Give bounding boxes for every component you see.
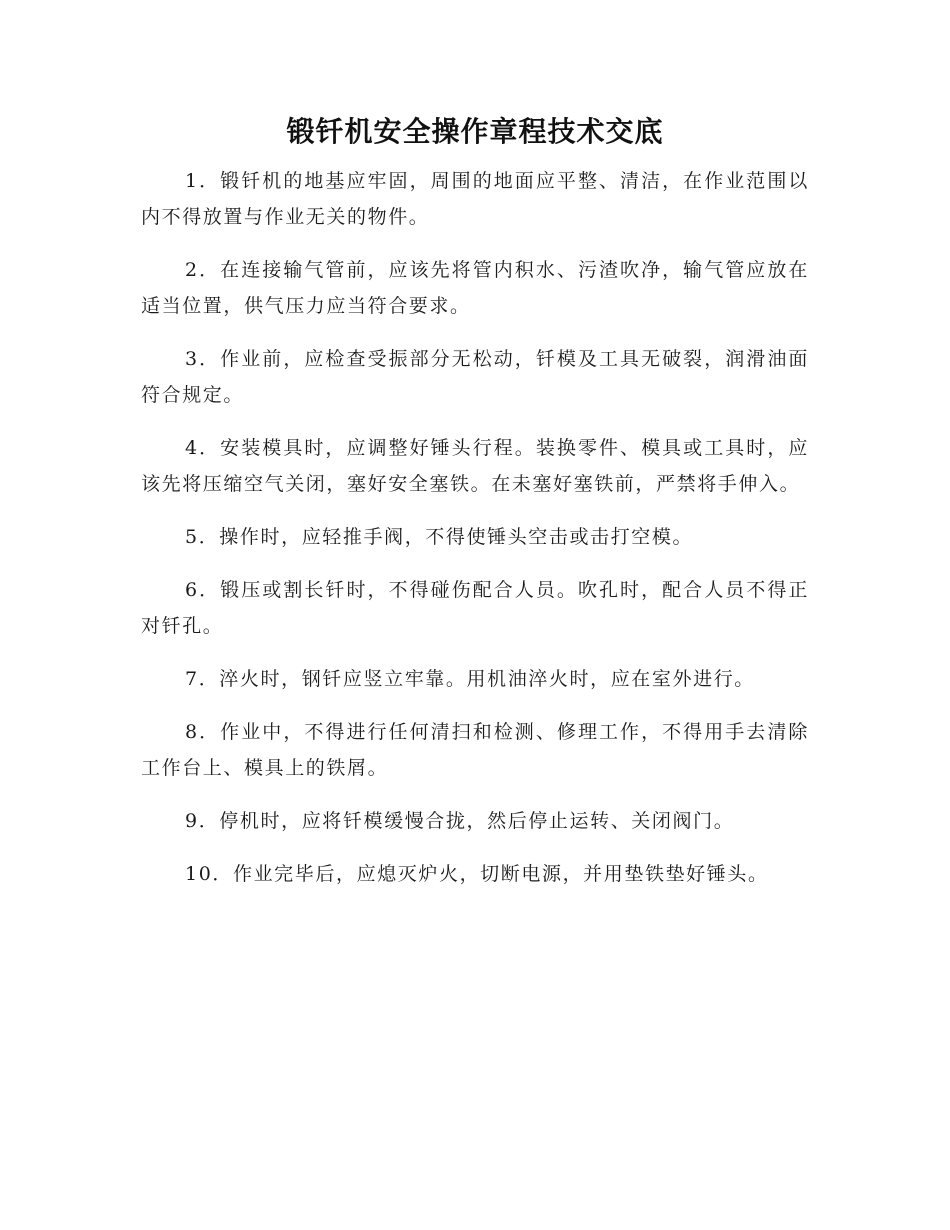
- paragraph-3: 3．作业前，应检查受振部分无松动，钎模及工具无破裂，润滑油面符合规定。: [141, 348, 809, 406]
- document-body: [141, 163, 809, 909]
- paragraph-9: 9．停机时，应将钎模缓慢合拢，然后停止运转、关闭阀门。: [185, 810, 735, 832]
- paragraph-7: 7．淬火时，钢钎应竖立牢靠。用机油淬火时，应在室外进行。: [185, 668, 755, 690]
- paragraph-1: 1．锻钎机的地基应牢固，周围的地面应平整、清洁，在作业范围以内不得放置与作业无关的物件。: [141, 170, 809, 228]
- paragraph-10: 10．作业完毕后，应熄灭炉火，切断电源，并用垫铁垫好锤头。: [185, 863, 769, 885]
- paragraph-6: 6．锻压或割长钎时，不得碰伤配合人员。吹孔时，配合人员不得正对钎孔。: [141, 579, 809, 637]
- paragraph-8: 8．作业中，不得进行任何清扫和检测、修理工作，不得用手去清除工作台上、模具上的铁屑。: [141, 721, 809, 779]
- paragraph-4: 4．安装模具时，应调整好锤头行程。装换零件、模具或工具时，应该先将压缩空气关闭，塞好安全塞铁。在未塞好塞铁前，严禁将手伸入。: [141, 437, 809, 495]
- paragraph-2: 2．在连接输气管前，应该先将管内积水、污渣吹净，输气管应放在适当位置，供气压力应当符合要求。: [141, 259, 809, 317]
- document-title: 锻钎机安全操作章程技术交底: [286, 115, 664, 148]
- paragraph-5: 5．操作时，应轻推手阀，不得使锤头空击或击打空模。: [185, 526, 694, 548]
